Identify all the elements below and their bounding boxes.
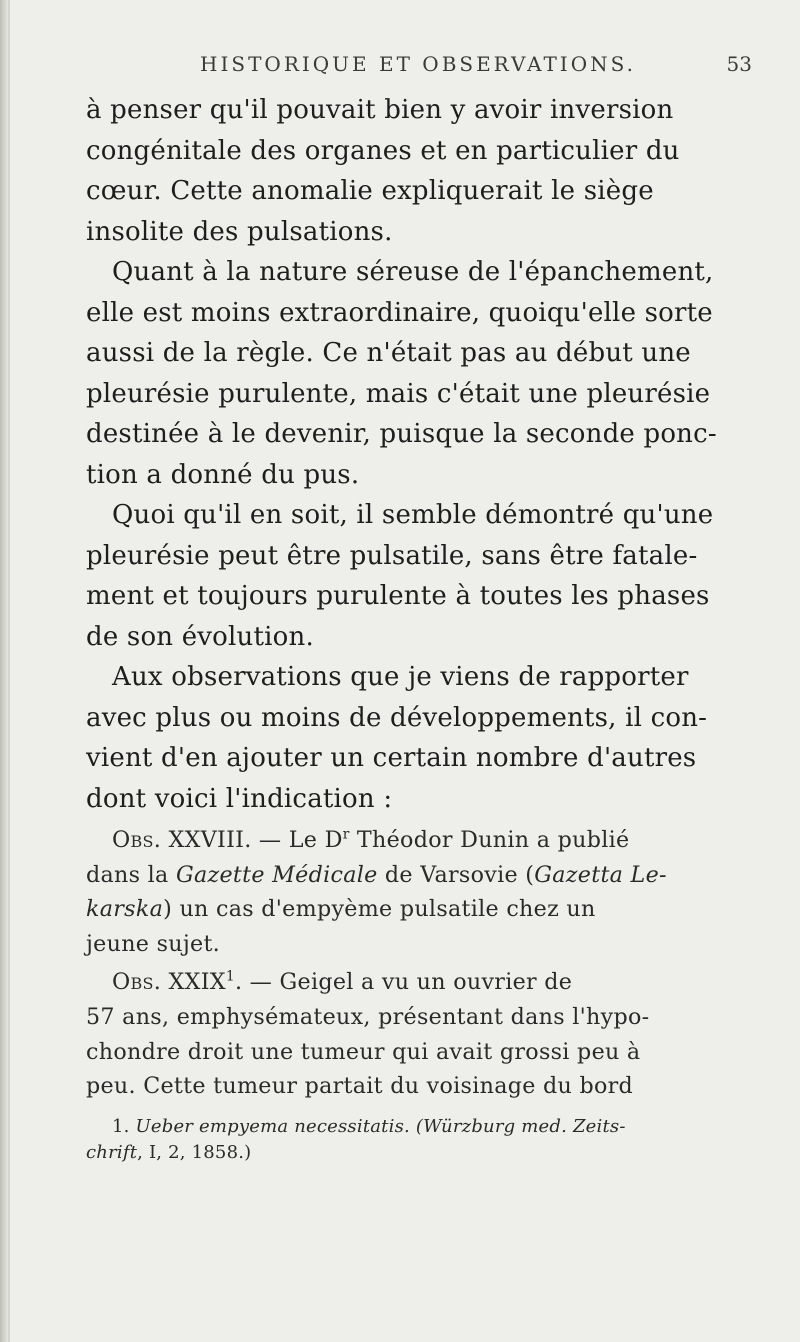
text-line: elle est moins extraordinaire, quoiqu'elle sorte xyxy=(86,297,713,328)
footnotes xyxy=(86,1114,750,1166)
text-line: cœur. Cette anomalie expliquerait le siège xyxy=(86,176,654,206)
obs-label: Obs. XXVIII. xyxy=(112,827,252,853)
text-line: ment et toujours purulente à toutes les phases xyxy=(86,581,710,611)
obs-text: de Varsovie ( xyxy=(377,861,535,888)
text-line: Aux observations que je viens de rapporter xyxy=(112,662,689,692)
text-line: congénitale des organes et en particulier du xyxy=(86,135,680,166)
journal-title: Gazette Médicale xyxy=(175,861,378,888)
obs-text: ) un cas d'empyème pulsatile chez un xyxy=(163,896,596,923)
observation-29 xyxy=(86,965,750,1103)
text-line: Quant à la nature séreuse de l'épanchement, xyxy=(112,257,714,287)
text-line: avec plus ou moins de développements, il con- xyxy=(86,702,708,733)
obs-line: peu. Cette tumeur partait du voisinage du bord xyxy=(86,1073,634,1100)
footnote-text: Würzburg med. Zeits- xyxy=(423,1115,626,1137)
obs-text: . — Geigel a vu un ouvrier de xyxy=(234,969,573,996)
text-line: pleurésie peut être pulsatile, sans être fatale- xyxy=(86,540,698,571)
footnote-text: , I, 2, 1858.) xyxy=(137,1141,252,1163)
obs-line: 57 ans, emphysémateux, présentant dans l'hypo- xyxy=(86,1003,650,1030)
page-number: 53 xyxy=(726,52,752,76)
journal-title: karska xyxy=(86,896,164,923)
obs-line: chondre droit une tumeur qui avait grossi peu à xyxy=(86,1038,641,1065)
text-line: à penser qu'il pouvait bien y avoir inversion xyxy=(86,95,674,125)
text-line: de son évolution. xyxy=(86,621,314,652)
footnote-text: Ueber empyema necessitatis. ( xyxy=(129,1115,424,1137)
text-line: dont voici l'indication : xyxy=(86,783,393,814)
text-line: destinée à le devenir, puisque la seconde ponc- xyxy=(86,419,717,449)
obs-line: jeune sujet. xyxy=(86,930,221,957)
footnote-line xyxy=(86,1140,750,1166)
running-head-title: HISTORIQUE ET OBSERVATIONS. xyxy=(200,52,636,76)
page-binding-edge xyxy=(0,0,8,1342)
journal-title: Gazetta Le- xyxy=(534,861,667,888)
text-line: Quoi qu'il en soit, il semble démontré qu'une xyxy=(112,500,714,530)
obs-text: — Le D xyxy=(251,827,343,853)
footnote-marker: 1 xyxy=(225,968,235,985)
running-head xyxy=(86,52,750,92)
footnote-number: 1. xyxy=(112,1115,130,1137)
book-page xyxy=(86,52,750,1166)
obs-line xyxy=(86,823,750,858)
footnote-text: chrift xyxy=(86,1141,138,1163)
footnote-line xyxy=(86,1114,750,1140)
page-binding-line xyxy=(8,0,10,1342)
text-line: aussi de la règle. Ce n'était pas au début une xyxy=(86,338,691,368)
obs-text: dans la xyxy=(86,861,176,888)
text-line: insolite des pulsations. xyxy=(86,216,393,247)
obs-line xyxy=(86,965,750,1000)
obs-line xyxy=(86,892,750,927)
obs-label: Obs. XXIX xyxy=(112,969,226,996)
obs-line xyxy=(86,858,750,893)
text-line: tion a donné du pus. xyxy=(86,459,360,490)
text-line: pleurésie purulente, mais c'était une pleurésie xyxy=(86,378,711,409)
body-text xyxy=(86,90,750,819)
observation-28 xyxy=(86,823,750,961)
text-line: vient d'en ajouter un certain nombre d'autres xyxy=(86,743,697,773)
superscript: r xyxy=(342,826,350,843)
obs-text: Théodor Dunin a publié xyxy=(349,827,630,853)
